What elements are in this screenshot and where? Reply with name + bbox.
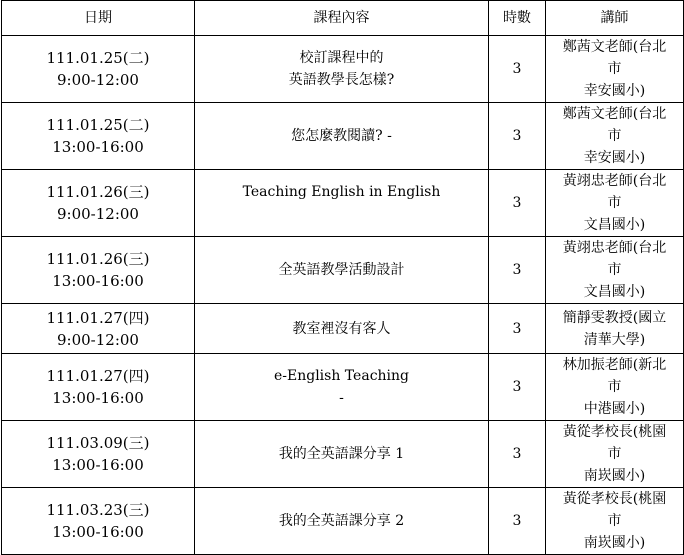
- teacher-cell-line: 市: [607, 379, 622, 395]
- teacher-cell: [546, 103, 684, 170]
- hours-cell: 3: [489, 170, 546, 237]
- date-cell-line: 111.03.09(三): [46, 434, 150, 452]
- teacher-cell-line: 市: [607, 195, 622, 211]
- header-date: 日期: [2, 1, 195, 36]
- content-cell-line: 全英語教學活動設計: [278, 262, 405, 278]
- header-hours: 時數: [489, 1, 546, 36]
- date-cell-line: 13:00-16:00: [52, 138, 144, 156]
- hours-cell: 3: [489, 304, 546, 354]
- content-cell: [195, 237, 489, 304]
- date-cell-line: 13:00-16:00: [52, 523, 144, 541]
- table-row: [2, 36, 684, 103]
- content-cell-line: 校訂課程中的: [299, 50, 384, 66]
- table-row: [2, 237, 684, 304]
- table-row: [2, 488, 684, 555]
- table-row: [2, 304, 684, 354]
- date-cell: [2, 237, 195, 304]
- content-cell: [195, 421, 489, 488]
- hours-cell: 3: [489, 103, 546, 170]
- table-row: [2, 354, 684, 421]
- teacher-cell-line: 黃翊忠老師(台北: [562, 173, 667, 189]
- teacher-cell-line: 黃從孝校長(桃園: [562, 491, 667, 507]
- content-cell-line: Teaching English in English: [242, 184, 441, 200]
- table-row: [2, 103, 684, 170]
- date-cell: [2, 103, 195, 170]
- content-cell-line: 英語教學長怎樣?: [288, 72, 395, 88]
- teacher-cell-line: 清華大學): [583, 331, 646, 348]
- date-cell-line: 111.01.25(二): [46, 116, 150, 134]
- hours-cell: 3: [489, 421, 546, 488]
- date-cell-line: 111.01.26(三): [46, 250, 150, 268]
- content-cell: [195, 488, 489, 555]
- header-row: [2, 1, 684, 36]
- table-row: [2, 421, 684, 488]
- header-content: 課程內容: [195, 1, 489, 36]
- date-cell: [2, 170, 195, 237]
- date-cell-line: 111.01.25(二): [46, 49, 150, 67]
- table-row: [2, 170, 684, 237]
- teacher-cell-line: 幸安國小): [583, 150, 646, 166]
- content-cell-line: 您怎麼教閱讀? -: [291, 128, 392, 144]
- teacher-cell-line: 南崁國小): [583, 468, 646, 484]
- teacher-cell-line: 市: [607, 61, 622, 77]
- content-cell-line: [195, 203, 488, 225]
- teacher-cell-line: 黃從孝校長(桃園: [562, 424, 667, 440]
- teacher-cell-line: 市: [607, 262, 622, 278]
- date-cell: [2, 36, 195, 103]
- content-cell-line: 教室裡沒有客人: [292, 320, 391, 337]
- teacher-cell: [546, 36, 684, 103]
- teacher-cell-line: 鄭茜文老師(台北: [562, 39, 667, 55]
- teacher-cell: [546, 170, 684, 237]
- date-cell: [2, 421, 195, 488]
- content-cell-line: e-English Teaching: [273, 368, 410, 384]
- teacher-cell: [546, 304, 684, 354]
- teacher-cell: [546, 488, 684, 555]
- hours-cell: 3: [489, 237, 546, 304]
- date-cell: [2, 488, 195, 555]
- content-cell: [195, 354, 489, 421]
- content-cell-line: 我的全英語課分享 2: [278, 513, 405, 529]
- content-cell-line: 我的全英語課分享 1: [278, 446, 405, 462]
- hours-cell: 3: [489, 36, 546, 103]
- teacher-cell-line: 簡靜雯教授(國立: [562, 309, 667, 326]
- teacher-cell-line: 中港國小): [583, 401, 646, 417]
- content-cell: [195, 304, 489, 354]
- teacher-cell-line: 林加振老師(新北: [562, 357, 667, 373]
- date-cell-line: 111.03.23(三): [46, 501, 150, 519]
- date-cell-line: 13:00-16:00: [52, 272, 144, 290]
- schedule-table: [1, 0, 684, 555]
- teacher-cell-line: 市: [607, 513, 622, 529]
- teacher-cell-line: 文昌國小): [583, 217, 646, 233]
- date-cell-line: 13:00-16:00: [52, 389, 144, 407]
- date-cell-line: 9:00-12:00: [57, 205, 139, 223]
- teacher-cell-line: 南崁國小): [583, 535, 646, 551]
- teacher-cell-line: 文昌國小): [583, 284, 646, 300]
- teacher-cell-line: 幸安國小): [583, 83, 646, 99]
- content-cell-line: -: [339, 390, 344, 406]
- date-cell-line: 111.01.27(四): [46, 367, 150, 385]
- content-cell: [195, 103, 489, 170]
- date-cell-line: 9:00-12:00: [57, 330, 139, 349]
- date-cell-line: 13:00-16:00: [52, 456, 144, 474]
- hours-cell: 3: [489, 354, 546, 421]
- date-cell-line: 111.01.26(三): [46, 183, 150, 201]
- date-cell-line: 9:00-12:00: [57, 71, 139, 89]
- hours-cell: 3: [489, 488, 546, 555]
- teacher-cell: [546, 421, 684, 488]
- teacher-cell-line: 市: [607, 128, 622, 144]
- teacher-cell-line: 黃翊忠老師(台北: [562, 240, 667, 256]
- teacher-cell: [546, 237, 684, 304]
- date-cell: [2, 354, 195, 421]
- header-teacher: 講師: [546, 1, 684, 36]
- content-cell: [195, 36, 489, 103]
- teacher-cell-line: 市: [607, 446, 622, 462]
- date-cell-line: 111.01.27(四): [46, 308, 150, 327]
- content-cell: [195, 170, 489, 237]
- teacher-cell: [546, 354, 684, 421]
- date-cell: [2, 304, 195, 354]
- teacher-cell-line: 鄭茜文老師(台北: [562, 106, 667, 122]
